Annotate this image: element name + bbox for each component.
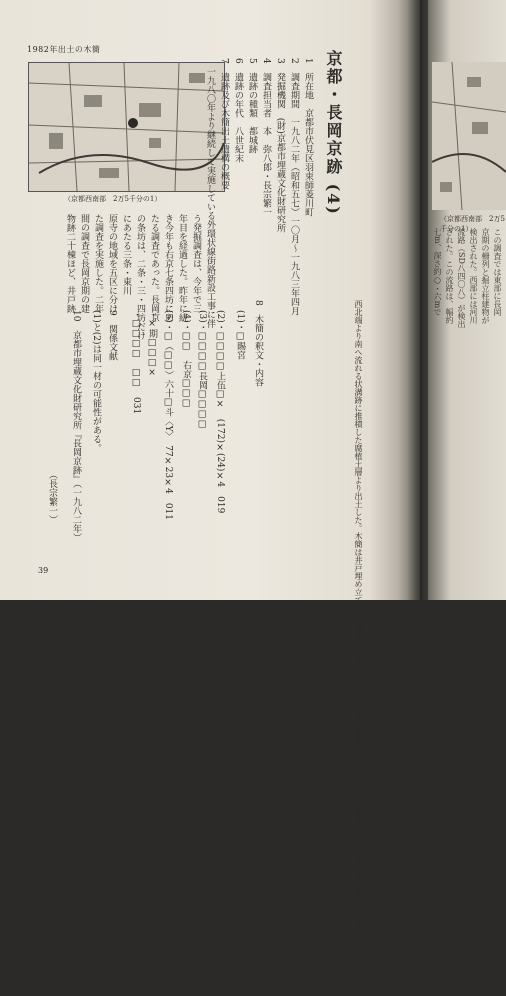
entry-8: 8 木簡の釈文・内容 xyxy=(253,300,263,387)
entry-7-text-2: う発掘調査は、今年で三 xyxy=(191,205,201,313)
entry-7-text-3: 年目を経過した。昨年に続 xyxy=(177,205,187,322)
right-line-1: この調査では東部に長岡 xyxy=(493,228,502,316)
map-caption: （京都西南部 2万5千分の1） xyxy=(64,195,162,203)
right-site-map-image xyxy=(432,62,506,210)
tablet-4: (4)・□□ 右京□□□ xyxy=(181,310,191,409)
entry-7: 7 遺跡及び木簡出土遺構の概要 xyxy=(219,58,229,190)
right-line-4: 流路（SD八四〇八）が検出 xyxy=(457,228,466,328)
entry-3: 3 発掘機関 (財)京都市埋蔵文化財研究所 xyxy=(275,58,285,233)
entry-2: 2 調査期間 一九八二年（昭和五七）一〇月～一九八三年四月 xyxy=(289,58,299,316)
entry-7-text-7: にあたる三条・東川 xyxy=(121,205,131,295)
right-line-5: された。この流路は、幅約 xyxy=(445,228,454,324)
entry-7-text-11: 物跡二十棟ほど、井戸跡 xyxy=(65,205,75,313)
tablet-3: (3)・□□□□長岡□□□□ xyxy=(197,310,207,430)
tablet-2: (2)・□□□□上伍□× (172)×(24)×4 019 xyxy=(215,310,225,514)
entry-7-text-10: 間の調査で長岡京期の建 xyxy=(79,205,89,313)
entry-10: 10 京都市埋蔵文化財研究所『長岡京跡』（一九八二年） xyxy=(71,310,81,542)
tablet-1: (1)・□賜宮 xyxy=(235,310,245,360)
page-number: 39 xyxy=(38,566,49,575)
entry-7-text-8: 原寺の地域を五区に分け xyxy=(107,205,117,313)
entry-6: 6 遺跡の年代 八世紀末 xyxy=(233,58,243,163)
right-line-2: 京期の柵列と掘立柱建物が xyxy=(481,228,490,324)
entry-1: 1 所在地 京都市伏見区羽束師菱川町 xyxy=(303,58,313,217)
note-1: (1)と(2)は同一材の可能性がある。 xyxy=(91,310,101,453)
gutter-shadow xyxy=(398,0,428,600)
wooden-tablet-intro: 西北端より南へ流れる状溝跡に推積した腐植土層より出土した。木簡は井戸埋め立て土と堆積土から出土し、年代は出土遺物から八世紀末と判断される。また長岡京期に比定されるものである。 xyxy=(354,300,363,996)
tablet-5b: ・×期□□□× xyxy=(147,310,157,378)
site-map-image xyxy=(28,62,225,192)
entry-9: 9 関係文献 xyxy=(107,310,117,361)
tablet-5: (5)・□（□□）六十□斗〈Y〉 77×23×4 011 xyxy=(163,310,173,520)
article-title: 京都・長岡京跡 (4) xyxy=(324,50,343,216)
right-map-caption: （京都西南部 2万5千分の1） xyxy=(440,215,505,233)
entry-7-text-6: の条坊は、二条・三・四坊だけ xyxy=(135,205,145,340)
entry-7-text-1: 一九八〇年より継続して実施している外環状線街路新設工事に伴 xyxy=(205,58,215,328)
tablet-5c: ・□□□□ □□ 031 xyxy=(131,310,141,415)
entry-4: 4 調査担当者 本 弥八郎・長宗繁一 xyxy=(261,58,271,217)
right-line-3: 検出された。西部には河川 xyxy=(469,228,478,324)
author-credit: （長宗繁一） xyxy=(47,470,57,524)
entry-7-text-4: き今年も右京七条四坊にあ xyxy=(163,205,173,322)
entry-7-text-5: たる調査であった。長岡京 xyxy=(149,205,159,322)
entry-7-text-9: た調査を実施した。二年 xyxy=(93,205,103,313)
right-line-6: 七m、深さ約○・六mで xyxy=(433,228,442,317)
running-head: 1982年出土の木簡 xyxy=(27,45,101,54)
entry-5: 5 遺跡の種類 都城跡 xyxy=(247,58,257,154)
